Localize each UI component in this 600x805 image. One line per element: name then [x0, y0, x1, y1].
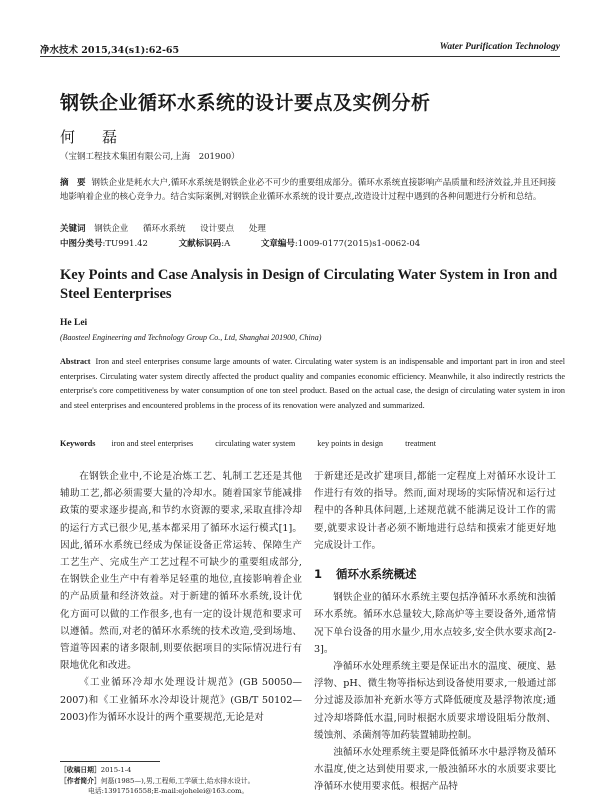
keyword-cn: 处理: [248, 224, 266, 234]
title-chinese: 钢铁企业循环水系统的设计要点及实例分析: [60, 92, 431, 114]
section-heading: [314, 566, 556, 583]
keyword-en: key points in design: [317, 439, 384, 448]
keyword-en: circulating water system: [215, 439, 296, 448]
body-column-right: [314, 468, 556, 796]
body-paragraph: 在钢铁企业中,不论是冶炼工艺、轧制工艺还是其他辅助工艺,都必须需要大量的冷却水。随着国家节能减排政策的要求逐步提高,和节约水资源的要求,采取直排冷却的运行方式已很少见,基本都采用了循环水运行模式[1]。因此,循环水系统已经成为保证设备正常运转、保障生产工艺生产、完成生产工艺过程不可缺少的重要组成部分,在钢铁企业生产中有着举足轻重的地位,直接影响着企业的产品质量和经济效益。对于新建的循环水系统,设计优化方面可以做的工作很多,也有一定的设计规范和要求可以遵循。然而,对老的循环水系统的技术改造,受到场地、管道等因素的诸多限制,则要依据项目的实际情况进行有限地优化和改进。: [60, 471, 302, 672]
document-code: 文献标识码:A: [178, 239, 231, 249]
body-paragraph: 于新建还是改扩建项目,都能一定程度上对循环水设计工作进行有效的指导。然而,面对现场的实际情况和运行过程中的各种具体问题,上述规范就不能满足设计工作的需要,就要求设计者必须不断地进行总结和摸索才能更好地完成设计工作。: [314, 471, 556, 551]
footnote-contact: 电话:13917516558;E-mail:ejohelei@163.com。: [88, 787, 249, 795]
abstract-english: [60, 355, 565, 413]
body-paragraph: 浊循环水处理系统主要是降低循环水中悬浮物及循环水温度,使之达到使用要求,一般浊循环水的水质要求要比净循环水使用要求低。根据产品特: [314, 747, 556, 793]
article-number: 文章编号:1009-0177(2015)s1-0062-04: [260, 239, 421, 249]
section-number: 1: [314, 567, 323, 582]
footnote-rule: [60, 761, 160, 762]
footnote-author: ［作者简介］何磊(1985—),男,工程师,工学硕士,给水排水设计。: [60, 776, 255, 785]
keywords-cn-label: 关键词: [60, 224, 86, 234]
keyword-cn: 钢铁企业: [94, 224, 129, 234]
journal-citation: 净水技术 2015,34(s1):62-65: [40, 45, 180, 56]
keyword-cn: 设计要点: [200, 224, 235, 234]
footnote-received: ［收稿日期］2015-1-4: [60, 766, 132, 774]
title-english: Key Points and Case Analysis in Design of Circulating Water System in Iron and Steel Eenterprises: [60, 267, 558, 302]
abstract-en-text: Iron and steel enterprises consume large amounts of water. Circulating water system is an indispensable and important part in iron and steel enterprises. Circulating water system directly affected the product quality and companies economic efficiency. Meanwhile, it also indirectly restricts the enterprise's core competitiveness by water consumption of one ton steel product. Based on the actual case, the design of circulating water system in iron and steel enterprises and encountered problems in the process of its renovation were analyzed and summarized.: [60, 357, 565, 410]
classification-line: [60, 237, 560, 249]
journal-name-en: Water Purification Technology: [439, 42, 560, 52]
keyword-en: iron and steel enterprises: [111, 439, 194, 448]
author-chinese: 何 磊: [60, 128, 124, 146]
body-paragraph: 《工业循环冷却水处理设计规范》(GB 50050—2007)和《工业循环水冷却设计规范》(GB/T 50102—2003)作为循环水设计的两个重要规范,无论是对: [60, 677, 302, 723]
keywords-en-label: Keywords: [60, 439, 96, 448]
abstract-chinese: [60, 177, 560, 204]
abstract-en-label: Abstract: [60, 357, 91, 366]
body-paragraph: 钢铁企业的循环水系统主要包括净循环水系统和浊循环水系统。循环水总量较大,除高炉等主要设备外,通常情况下单台设备的用水量少,用水点较多,安全供水要求高[2-3]。: [314, 592, 556, 655]
keywords-chinese: [60, 222, 278, 234]
clc-number: 中图分类号:TU991.42: [60, 239, 148, 249]
section-title: 循环水系统概述: [336, 567, 417, 582]
affiliation-chinese: （宝钢工程技术集团有限公司,上海 201900）: [60, 152, 240, 162]
keywords-english: [60, 439, 456, 448]
affiliation-english: (Baosteel Engineering and Technology Group Co., Ltd, Shanghai 201900, China): [60, 333, 322, 342]
keyword-en: treatment: [405, 439, 436, 448]
running-header: [40, 40, 560, 57]
author-english: He Lei: [60, 318, 88, 328]
body-paragraph: 净循环水处理系统主要是保证出水的温度、硬度、悬浮物、pH、微生物等指标达到设备使用要求,一般通过部分过滤及添加补充新水等方式降低硬度及悬浮物浓度;通过冷却塔降低水温,同时根据水质要求增设阻垢分散剂、缓蚀剂、杀菌剂等加药装置辅助控制。: [314, 661, 556, 741]
abstract-cn-text: 钢铁企业是耗水大户,循环水系统是钢铁企业必不可少的重要组成部分。循环水系统直接影响产品质量和经济效益,并且还间接地影响着企业的核心竞争力。结合实际案例,对钢铁企业循环水系统的设计要点,改造设计过程中遇到的各种问题进行分析和总结。: [60, 178, 556, 202]
keyword-cn: 循环水系统: [142, 224, 186, 234]
abstract-cn-label: 摘 要: [60, 178, 86, 188]
footnotes: [60, 765, 310, 797]
body-column-left: [60, 468, 302, 726]
